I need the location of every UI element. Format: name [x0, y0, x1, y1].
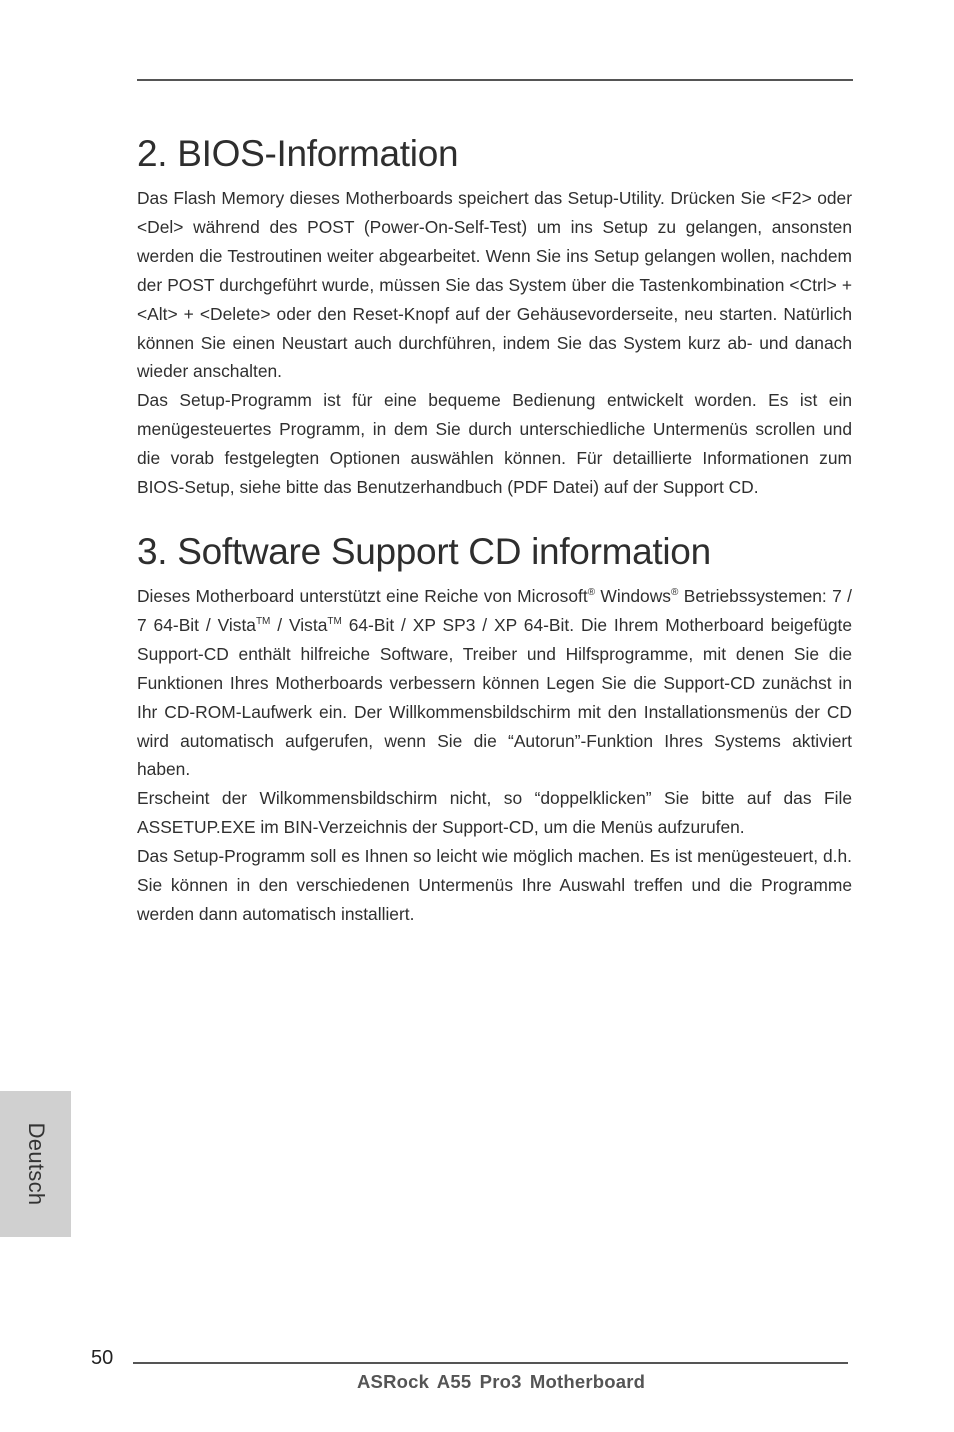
software-p1-part-e: 64-Bit / XP SP3 / XP 64-Bit. Die Ihrem Motherboard beigefügte Support-CD enthält hilfreiche Software, Treiber und Hilfsprogramme, mit denen Sie die Funktionen Ihres Motherboards verbessern können Legen Sie die Support-CD zunächst in Ihr CD-ROM-Laufwerk ein. Der Willkommensbildschirm mit den Installationsmenüs der CD wird automatisch aufgerufen, wenn Sie die “Autorun”-Funktion Ihres Systems aktiviert haben.: [137, 614, 852, 780]
software-paragraph-3: Das Setup-Programm soll es Ihnen so leicht wie möglich machen. Es ist menügesteuert, d.h. Sie können in den verschiedenen Untermenüs Ihre Auswahl treffen und die Programme werden dann automatisch installiert.: [137, 846, 852, 924]
top-divider: [137, 79, 853, 81]
software-p1-part-c: Betriebssystemen: 7 / 7 64-Bit / Vista: [137, 585, 852, 635]
software-paragraph-1: [137, 582, 852, 784]
bios-heading: 2. BIOS-Information: [137, 133, 459, 174]
bottom-divider: [133, 1362, 848, 1364]
trademark-mark: TM: [255, 615, 271, 627]
software-heading: 3. Software Support CD information: [137, 530, 711, 572]
registered-mark: ®: [587, 586, 596, 598]
footer-title: ASRock A55 Pro3 Motherboard: [357, 1371, 646, 1392]
page-number: 50: [91, 1347, 114, 1369]
registered-mark: ®: [670, 586, 679, 598]
software-p1-part-d: / Vista: [270, 614, 328, 635]
bios-paragraph-2: Das Setup-Programm ist für eine bequeme Bedienung entwickelt worden. Es ist ein menügesteuertes Programm, in dem Sie durch unterschiedliche Untermenüs scrollen und die vorab festgelegten Optionen auswählen können. Für detaillierte Informationen zum BIOS-Setup, siehe bitte das Benutzerhandbuch (PDF Datei) auf der Support CD.: [137, 390, 852, 498]
software-paragraph-2: Erscheint der Wilkommensbildschirm nicht, so “doppelklicken” Sie bitte auf das File ASSETUP.EXE im BIN-Verzeichnis der Support-CD, um die Menüs aufzurufen.: [137, 788, 852, 838]
page-content: [137, 132, 852, 929]
language-label: Deutsch: [23, 1122, 49, 1206]
software-p1-part-a: Dieses Motherboard unterstützt eine Reiche von Microsoft: [137, 585, 588, 606]
bios-paragraph-1: Das Flash Memory dieses Motherboards speichert das Setup-Utility. Drücken Sie <F2> oder <Del> während des POST (Power-On-Self-Test) um ins Setup zu gelangen, ansonsten werden die Testroutinen weiter abgearbeitet. Wenn Sie ins Setup gelangen wollen, nachdem der POST durchgeführt wurde, müssen Sie das System über die Tastenkombination <Ctrl> + <Alt> + <Delete> oder den Reset-Knopf auf der Gehäusevorderseite, neu starten. Natürlich können Sie einen Neustart auch durchführen, indem Sie das System kurz ab- und danach wieder anschalten.: [137, 188, 852, 382]
language-side-tab: [0, 1091, 71, 1237]
software-p1-part-b: Windows: [595, 585, 671, 606]
trademark-mark: TM: [327, 615, 342, 627]
